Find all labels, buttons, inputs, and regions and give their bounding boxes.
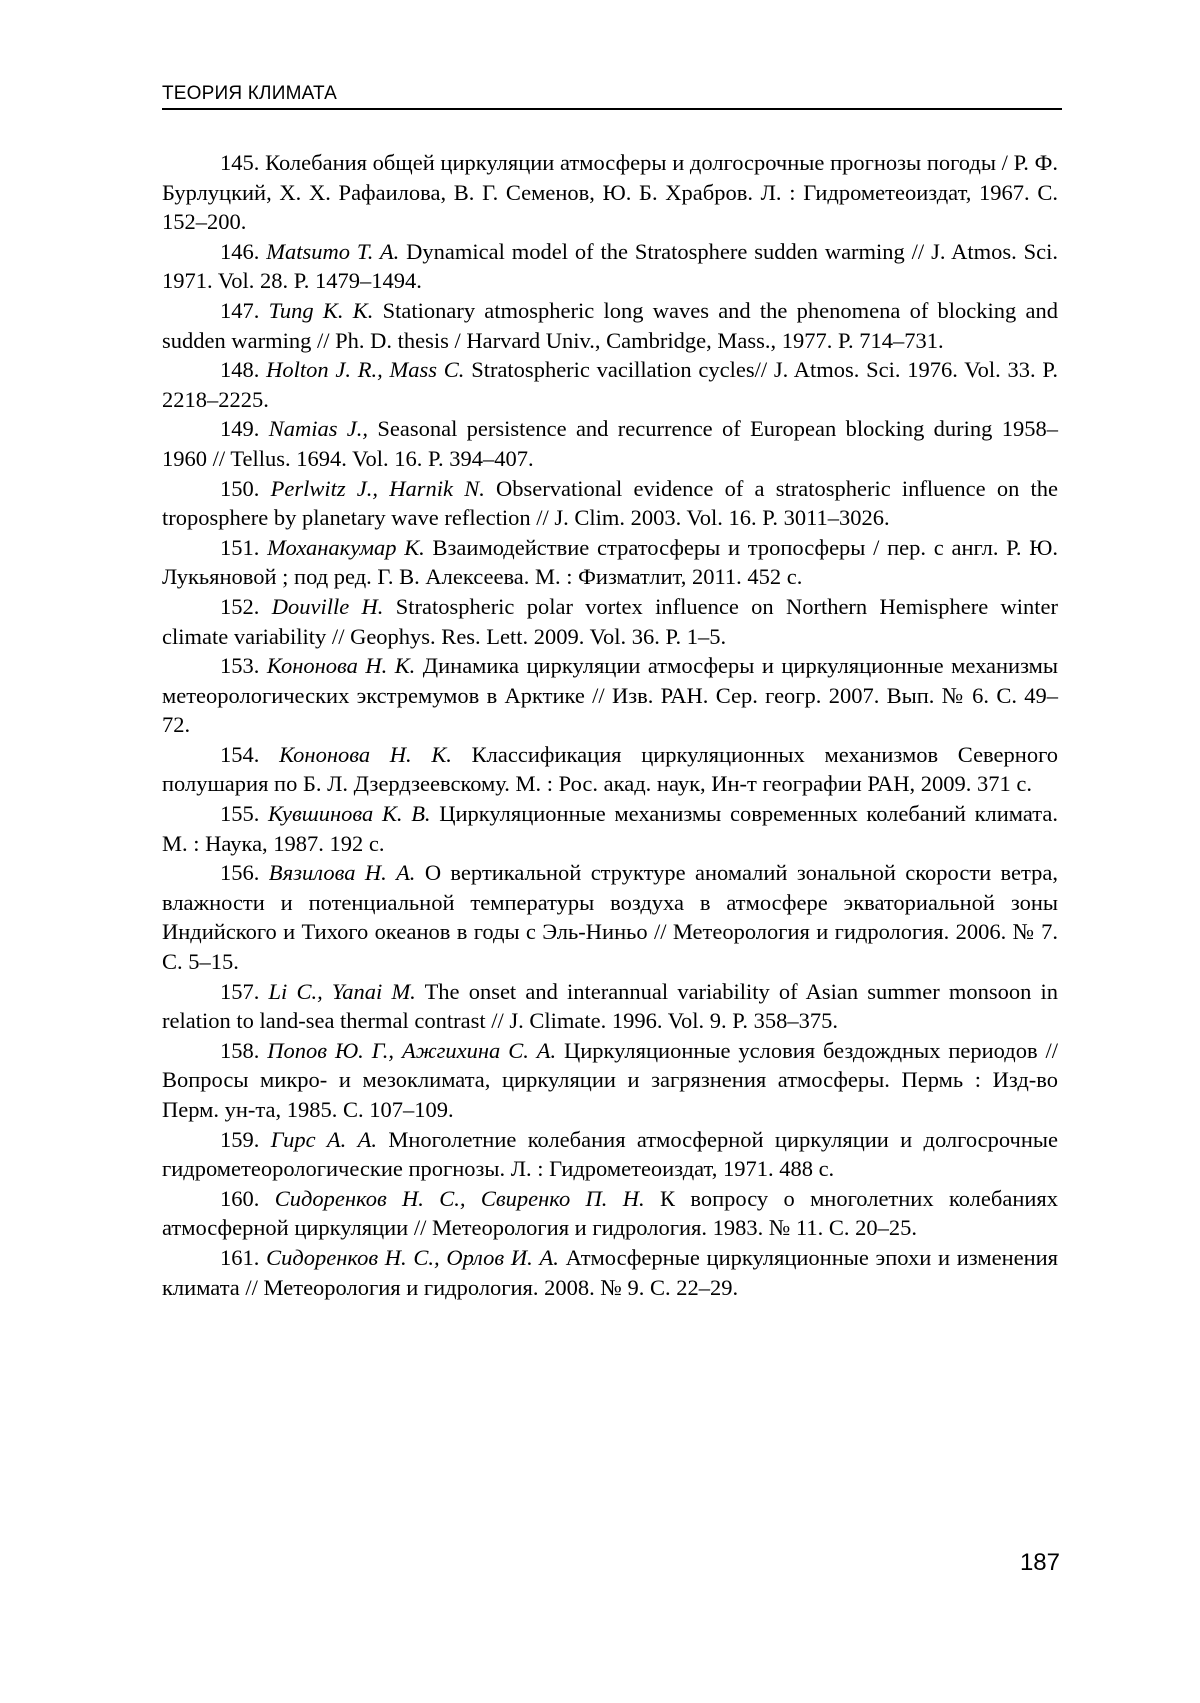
reference-author: Кувшинова К. В. <box>268 801 431 827</box>
reference-number: 148. <box>220 357 260 383</box>
reference-156 <box>162 858 1058 976</box>
reference-number: 160. <box>220 1185 260 1211</box>
reference-150 <box>162 474 1058 533</box>
reference-number: 157. <box>220 978 260 1004</box>
reference-number: 145. <box>220 150 260 175</box>
reference-text: Циркуляционные условия бездождных периодов // Вопросы микро- и мезоклимата, циркуляции и загрязнения атмосферы. Пермь : Изд-во Перм. ун-та, 1985. С. 107–109. <box>162 1037 1059 1122</box>
reference-author: Perlwitz J., Harnik N. <box>270 475 485 501</box>
reference-146 <box>162 237 1058 296</box>
reference-author: Попов Ю. Г., Ажгихина С. А. <box>267 1037 557 1063</box>
reference-154 <box>162 740 1058 799</box>
reference-author: Namias J., <box>268 416 369 442</box>
running-header: ТЕОРИЯ КЛИМАТА <box>162 83 338 104</box>
reference-151 <box>162 533 1058 592</box>
reference-text: Dynamical model of the Stratosphere sudden warming // J. Atmos. Sci. 1971. Vol. 28. P. 1479–1494. <box>162 238 1058 294</box>
reference-text: Stationary atmospheric long waves and the phenomena of blocking and sudden warming // Ph. D. thesis / Harvard Univ., Cambridge, Mass., 1977. P. 714–731. <box>162 297 1058 353</box>
reference-number: 155. <box>220 801 260 827</box>
reference-number: 149. <box>220 416 260 442</box>
reference-author: Кононова Н. К. <box>279 741 452 767</box>
reference-author: Matsumo T. A. <box>266 238 400 264</box>
reference-text: Observational evidence of a stratospheric influence on the troposphere by planetary wave reflection // J. Clim. 2003. Vol. 16. P. 3011–3026. <box>162 475 1059 531</box>
reference-148 <box>162 355 1058 414</box>
reference-number: 154. <box>220 741 260 767</box>
reference-author: Вязилова Н. А. <box>268 860 416 886</box>
reference-text: Колебания общей циркуляции атмосферы и долгосрочные прогнозы погоды / Р. Ф. Бурлуцкий, Х. Х. Рафаилова, В. Г. Семенов, Ю. Б. Храбров. Л. : Гидрометеоиздат, 1967. С. 152–200. <box>162 150 1059 235</box>
reference-152 <box>162 592 1058 651</box>
reference-number: 151. <box>220 534 260 560</box>
reference-text: Классификация циркуляционных механизмов Северного полушария по Б. Л. Дзердзеевскому. М. : Рос. акад. наук, Ин-т географии РАН, 2009. 371 с. <box>162 741 1058 797</box>
reference-author: Li C., Yanai M. <box>268 978 416 1004</box>
reference-number: 152. <box>220 593 260 619</box>
reference-158 <box>162 1036 1058 1125</box>
reference-text: Stratospheric vacillation cycles// J. Atmos. Sci. 1976. Vol. 33. P. 2218–2225. <box>162 357 1059 412</box>
reference-text: Seasonal persistence and recurrence of European blocking during 1958–1960 // Tellus. 1694. Vol. 16. P. 394–407. <box>162 416 1058 471</box>
reference-list <box>162 148 1058 1302</box>
reference-159 <box>162 1125 1058 1184</box>
reference-161 <box>162 1243 1058 1302</box>
reference-number: 153. <box>220 653 260 679</box>
reference-155 <box>162 799 1058 858</box>
reference-text: Stratospheric polar vortex influence on Northern Hemisphere winter climate variability // Geophys. Res. Lett. 2009. Vol. 36. P. 1–5. <box>162 593 1059 649</box>
reference-157 <box>162 977 1058 1036</box>
reference-147 <box>162 296 1058 355</box>
reference-text: Динамика циркуляции атмосферы и циркуляционные механизмы метеорологических экстремумов в Арктике // Изв. РАН. Сер. геогр. 2007. Вып. № 6. С. 49–72. <box>162 653 1059 738</box>
reference-145 <box>162 148 1058 237</box>
reference-text: О вертикальной структуре аномалий зональной скорости ветра, влажности и потенциальной температуры воздуха в атмосфере экваториальной зоны Индийского и Тихого океанов в годы с Эль-Ниньо // Метеорология и гидрология. 2006. № 7. С. 5–15. <box>162 860 1059 975</box>
reference-number: 150. <box>220 475 260 501</box>
reference-text: Взаимодействие стратосферы и тропосферы / пер. с англ. Р. Ю. Лукьяновой ; под ред. Г. В. Алексеева. М. : Физматлит, 2011. 452 с. <box>162 534 1058 590</box>
reference-149 <box>162 414 1058 473</box>
reference-author: Сидоренков Н. С., Орлов И. А. <box>266 1244 559 1270</box>
reference-160 <box>162 1184 1058 1243</box>
reference-author: Гирс А. А. <box>270 1126 377 1152</box>
reference-number: 147. <box>220 297 260 323</box>
reference-text: Циркуляционные механизмы современных колебаний климата. М. : Наука, 1987. 192 с. <box>162 801 1058 856</box>
reference-author: Сидоренков Н. С., Свиренко П. Н. <box>274 1185 645 1211</box>
reference-text: The onset and interannual variability of Asian summer monsoon in relation to land-sea thermal contrast // J. Climate. 1996. Vol. 9. P. 358–375. <box>162 978 1059 1034</box>
reference-author: Моханакумар К. <box>267 534 425 560</box>
reference-author: Holton J. R., Mass C. <box>266 357 465 383</box>
reference-number: 161. <box>220 1244 260 1270</box>
header-rule <box>162 108 1062 110</box>
reference-author: Douville H. <box>271 593 384 619</box>
reference-author: Tung K. K. <box>268 297 374 323</box>
reference-153 <box>162 651 1058 740</box>
reference-number: 156. <box>220 860 260 886</box>
reference-text: К вопросу о многолетних колебаниях атмосферной циркуляции // Метеорология и гидрология. 1983. № 11. С. 20–25. <box>162 1185 1059 1241</box>
reference-text: Атмосферные циркуляционные эпохи и изменения климата // Метеорология и гидрология. 2008. № 9. С. 22–29. <box>162 1244 1059 1300</box>
reference-text: Многолетние колебания атмосферной циркуляции и долгосрочные гидрометеорологические прогнозы. Л. : Гидрометеоиздат, 1971. 488 с. <box>162 1126 1058 1182</box>
reference-number: 146. <box>220 238 260 264</box>
reference-author: Кононова Н. К. <box>266 653 416 679</box>
reference-number: 159. <box>220 1126 260 1152</box>
reference-number: 158. <box>220 1037 260 1063</box>
page-number: 187 <box>1019 1549 1060 1576</box>
